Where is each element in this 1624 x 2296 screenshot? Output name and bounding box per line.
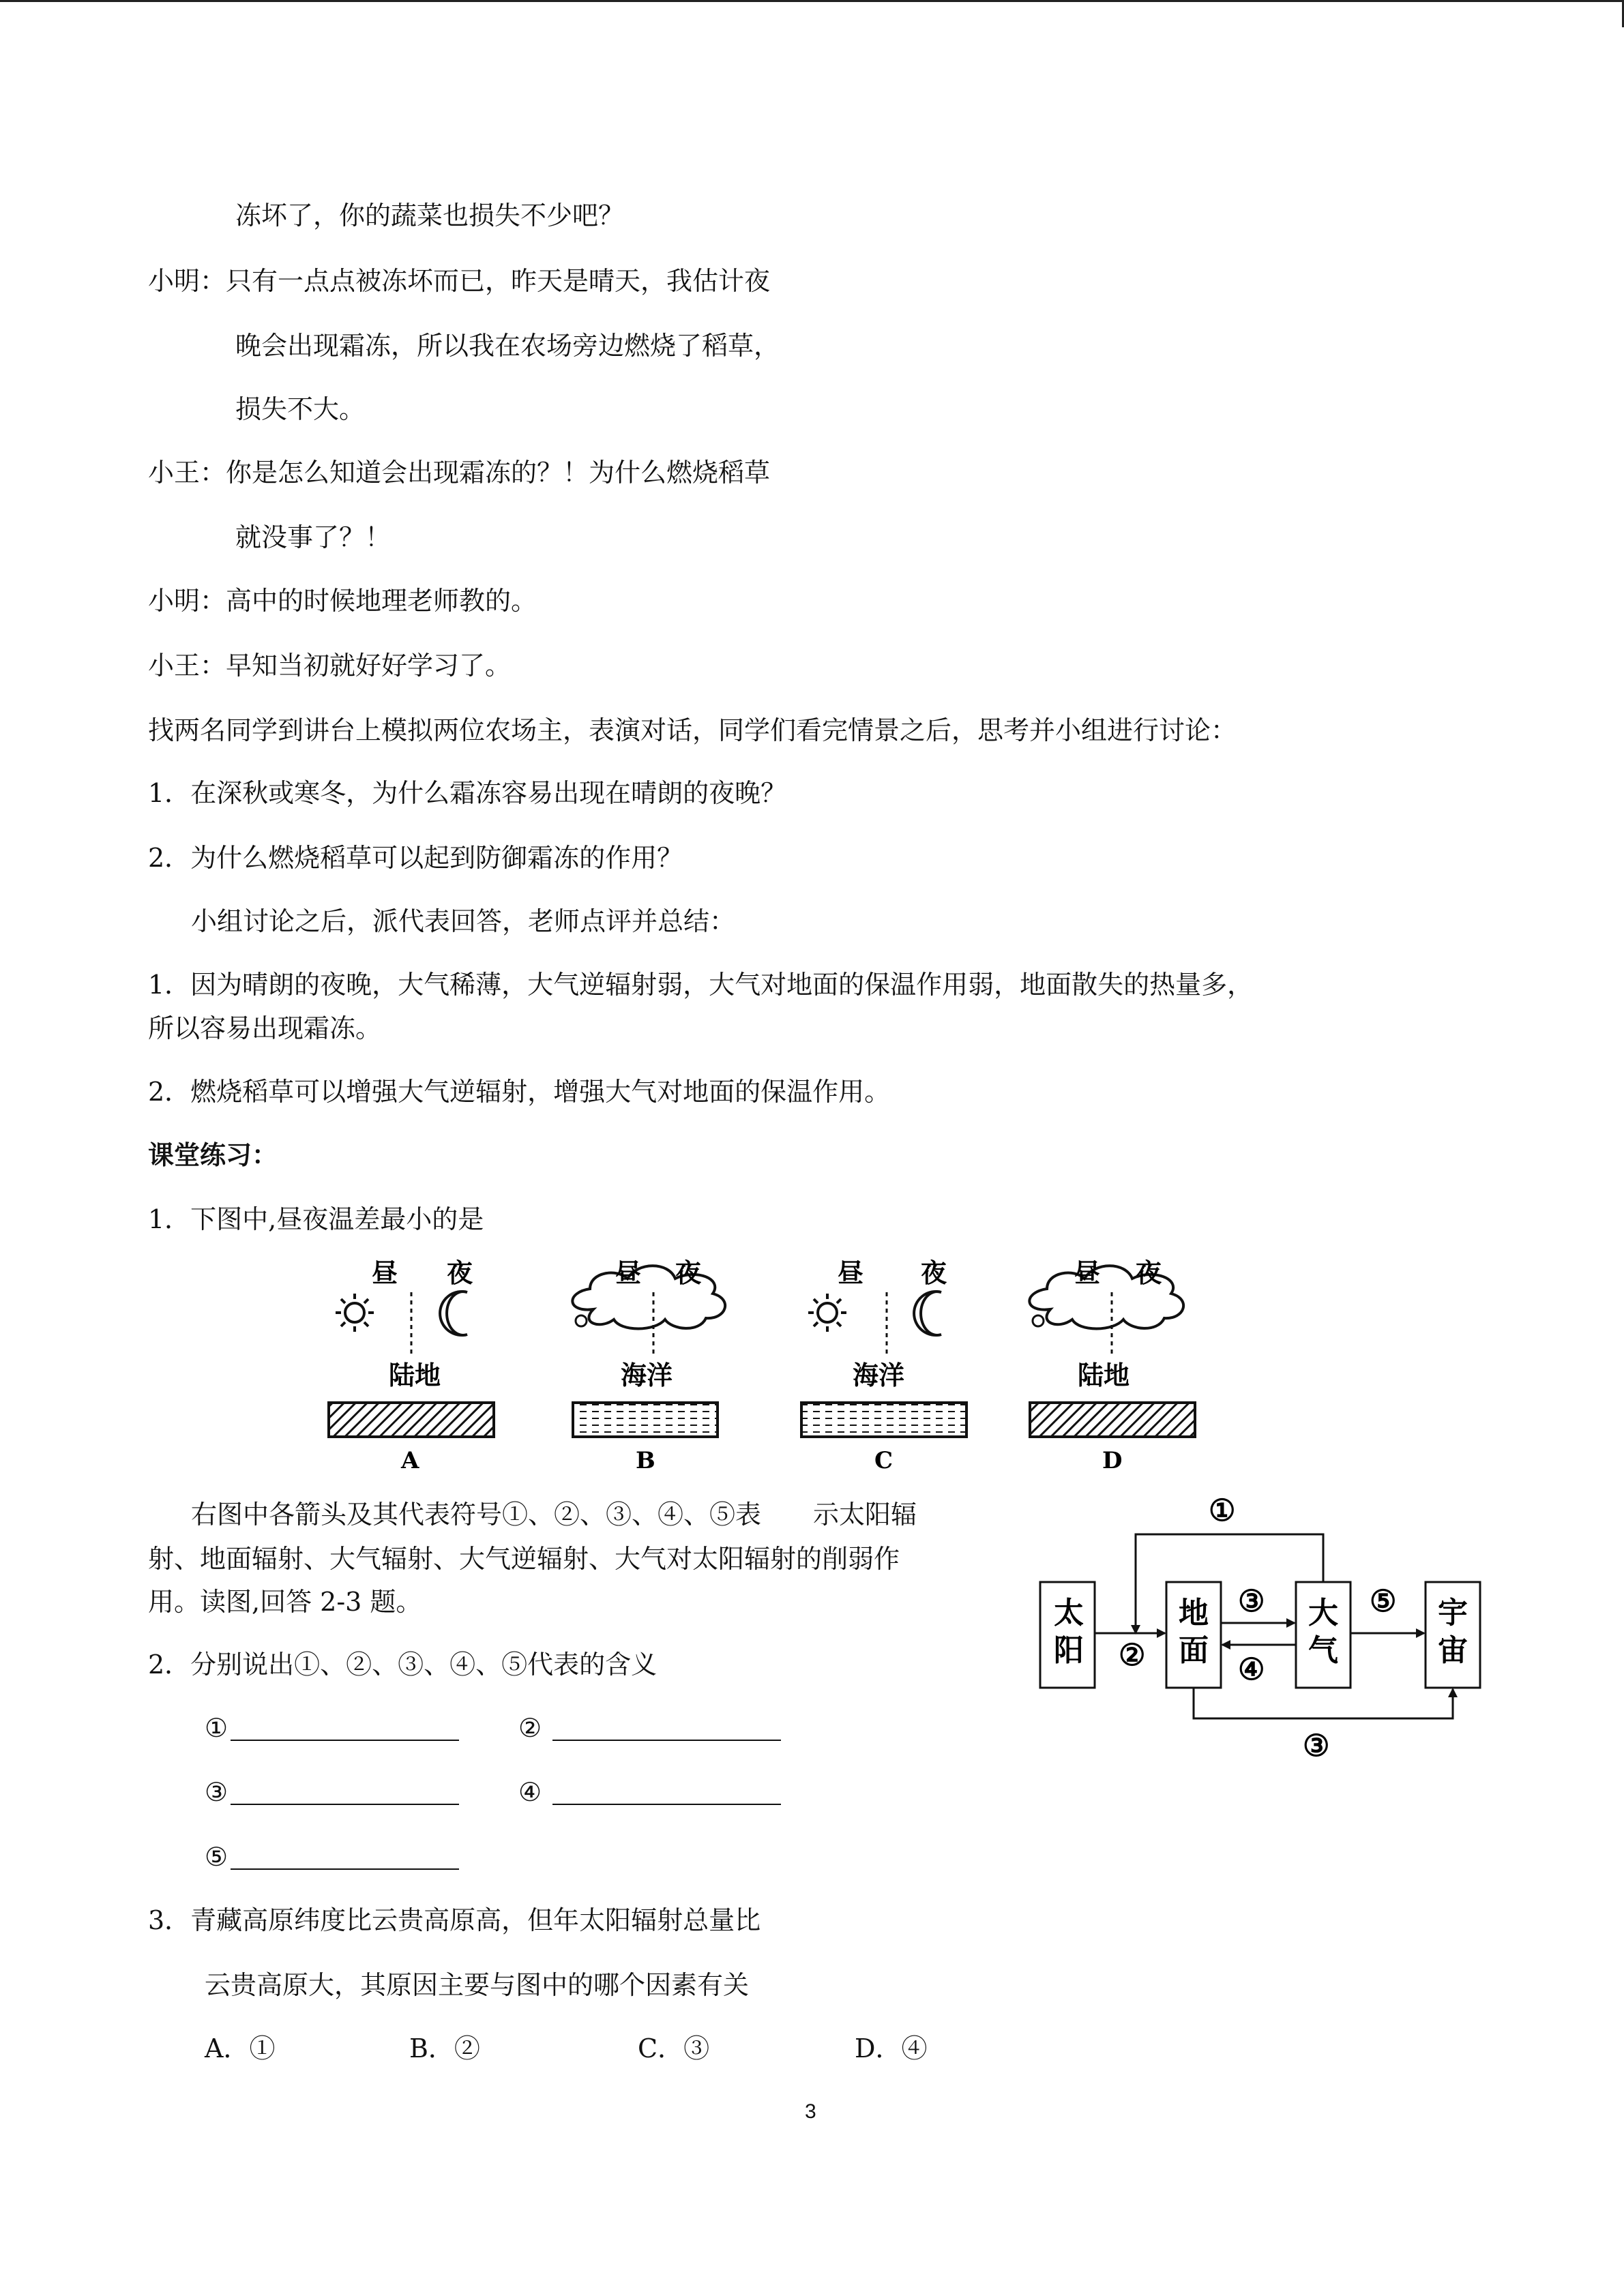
question-2: 2．为什么燃烧稻草可以起到防御霜冻的作用？ (148, 843, 683, 873)
blank-4-row (518, 1774, 781, 1810)
blank-3-line[interactable] (231, 1778, 459, 1805)
panel-b-surface-label: 海洋 (621, 1360, 673, 1390)
atmosphere-box-char-2: 气 (1308, 1633, 1338, 1668)
panel-b-night-label: 夜 (675, 1257, 702, 1288)
blank-4-line[interactable] (552, 1778, 781, 1805)
panel-a-day-label: 昼 (372, 1257, 398, 1288)
panel-a-night-label: 夜 (447, 1257, 473, 1288)
blank-4-label: ④ (518, 1777, 542, 1807)
sun-icon (808, 1294, 846, 1332)
exercise-1: 1．下图中,昼夜温差最小的是 (148, 1204, 484, 1234)
label-arrow-2: ② (1119, 1638, 1146, 1673)
dialogue-line-6: 就没事了？！ (235, 522, 392, 552)
blank-5-line[interactable] (231, 1843, 459, 1870)
panel-a-surface-label: 陆地 (389, 1360, 441, 1390)
blank-1-line[interactable] (231, 1714, 459, 1741)
exercise-2: 2．分别说出①、②、③、④、⑤代表的含义 (148, 1650, 658, 1680)
panel-b-ocean-block (573, 1403, 718, 1437)
choice-d[interactable]: D．④ (855, 2033, 928, 2063)
blank-2-row (518, 1710, 781, 1746)
blank-5-label: ⑤ (205, 1842, 228, 1872)
ground-box-char-1: 地 (1179, 1596, 1209, 1630)
dialogue-line-1: 冻坏了，你的蔬菜也损失不少吧？ (235, 200, 625, 230)
blank-2-label: ② (518, 1713, 542, 1743)
day-night-panels-figure (321, 1251, 1207, 1480)
description-line-2: 射、地面辐射、大气辐射、大气逆辐射、大气对太阳辐射的削弱作 (148, 1544, 900, 1574)
dialogue-line-5: 小王：你是怎么知道会出现霜冻的？！为什么燃烧稻草 (148, 458, 771, 488)
panel-a-letter: A (401, 1447, 419, 1474)
sun-box-char-2: 阳 (1054, 1633, 1084, 1668)
dialogue-line-2: 小明：只有一点点被冻坏而已，昨天是晴天，我估计夜 (148, 266, 771, 296)
dialogue-line-3: 晚会出现霜冻，所以我在农场旁边燃烧了稻草， (235, 331, 780, 361)
panel-c-surface-label: 海洋 (853, 1360, 905, 1390)
panel-a (329, 1257, 494, 1474)
sun-box-char-1: 太 (1054, 1596, 1084, 1630)
atmosphere-box-char-1: 大 (1308, 1596, 1338, 1630)
sun-icon (336, 1294, 374, 1332)
panel-c-day-label: 昼 (838, 1257, 864, 1288)
blank-5-row (205, 1839, 459, 1875)
panel-d (1029, 1257, 1195, 1474)
panel-d-day-label: 昼 (1074, 1257, 1101, 1288)
panel-a-land-block (329, 1403, 494, 1437)
question-1: 1．在深秋或寒冬，为什么霜冻容易出现在晴朗的夜晚？ (148, 778, 787, 808)
answer-2: 2．燃烧稻草可以增强大气逆辐射，增强大气对地面的保温作用。 (148, 1077, 891, 1107)
panel-b-letter: B (636, 1447, 655, 1474)
blank-1-row (205, 1710, 459, 1746)
arrow-3-bottom (1194, 1688, 1453, 1718)
moon-icon (914, 1292, 941, 1335)
answer-1-line-2: 所以容易出现霜冻。 (148, 1013, 382, 1043)
panel-c-night-label: 夜 (921, 1257, 947, 1288)
blank-3-label: ③ (205, 1777, 228, 1807)
panel-c (801, 1257, 966, 1474)
summary-intro: 小组讨论之后，派代表回答，老师点评并总结： (191, 906, 736, 936)
page-top-border (0, 0, 1624, 2)
dialogue-line-8: 小王：早知当初就好好学习了。 (148, 651, 512, 681)
space-box-char-2: 宙 (1438, 1633, 1468, 1668)
choice-b[interactable]: B．② (409, 2033, 480, 2063)
panel-c-ocean-block (801, 1403, 966, 1437)
panel-c-letter: C (874, 1447, 894, 1474)
label-arrow-5: ⑤ (1370, 1584, 1397, 1619)
panel-d-surface-label: 陆地 (1078, 1360, 1130, 1390)
label-arrow-3: ③ (1238, 1584, 1265, 1619)
blank-3-row (205, 1774, 459, 1810)
page-number: 3 (805, 2100, 816, 2123)
panel-d-land-block (1030, 1403, 1195, 1437)
choice-c[interactable]: C．③ (638, 2033, 710, 2063)
activity-intro: 找两名同学到讲台上模拟两位农场主，表演对话，同学们看完情景之后，思考并小组进行讨论： (148, 715, 1237, 745)
exercise-3-line-1: 3．青藏高原纬度比云贵高原高，但年太阳辐射总量比 (148, 1905, 761, 1935)
ground-box-char-2: 面 (1179, 1633, 1209, 1668)
space-box-char-1: 宇 (1438, 1596, 1468, 1630)
cloud-icon (572, 1266, 725, 1328)
label-arrow-1: ① (1209, 1493, 1236, 1528)
exercise-heading: 课堂练习： (148, 1139, 278, 1170)
label-arrow-3-bottom: ③ (1303, 1729, 1330, 1763)
label-arrow-4: ④ (1238, 1652, 1265, 1687)
moon-icon (440, 1292, 467, 1335)
description-line-1: 右图中各箭头及其代表符号①、②、③、④、⑤表 示太阳辐 (191, 1500, 917, 1530)
answer-1-line-1: 1．因为晴朗的夜晚，大气稀薄，大气逆辐射弱，大气对地面的保温作用弱，地面散失的热量多， (148, 970, 1254, 1000)
blank-2-line[interactable] (552, 1714, 781, 1741)
panel-b-day-label: 昼 (615, 1257, 642, 1288)
blank-1-label: ① (205, 1713, 228, 1743)
dialogue-line-4: 损失不大。 (235, 394, 366, 424)
choice-a[interactable]: A．① (205, 2033, 276, 2063)
panel-b (572, 1257, 725, 1474)
dialogue-line-7: 小明：高中的时候地理老师教的。 (148, 586, 537, 616)
description-line-3: 用。读图,回答 2-3 题。 (148, 1587, 422, 1617)
exercise-3-line-2: 云贵高原大，其原因主要与图中的哪个因素有关 (205, 1970, 750, 2000)
panel-d-letter: D (1102, 1447, 1123, 1474)
radiation-flow-diagram (1030, 1487, 1494, 1773)
panel-d-night-label: 夜 (1136, 1257, 1162, 1288)
